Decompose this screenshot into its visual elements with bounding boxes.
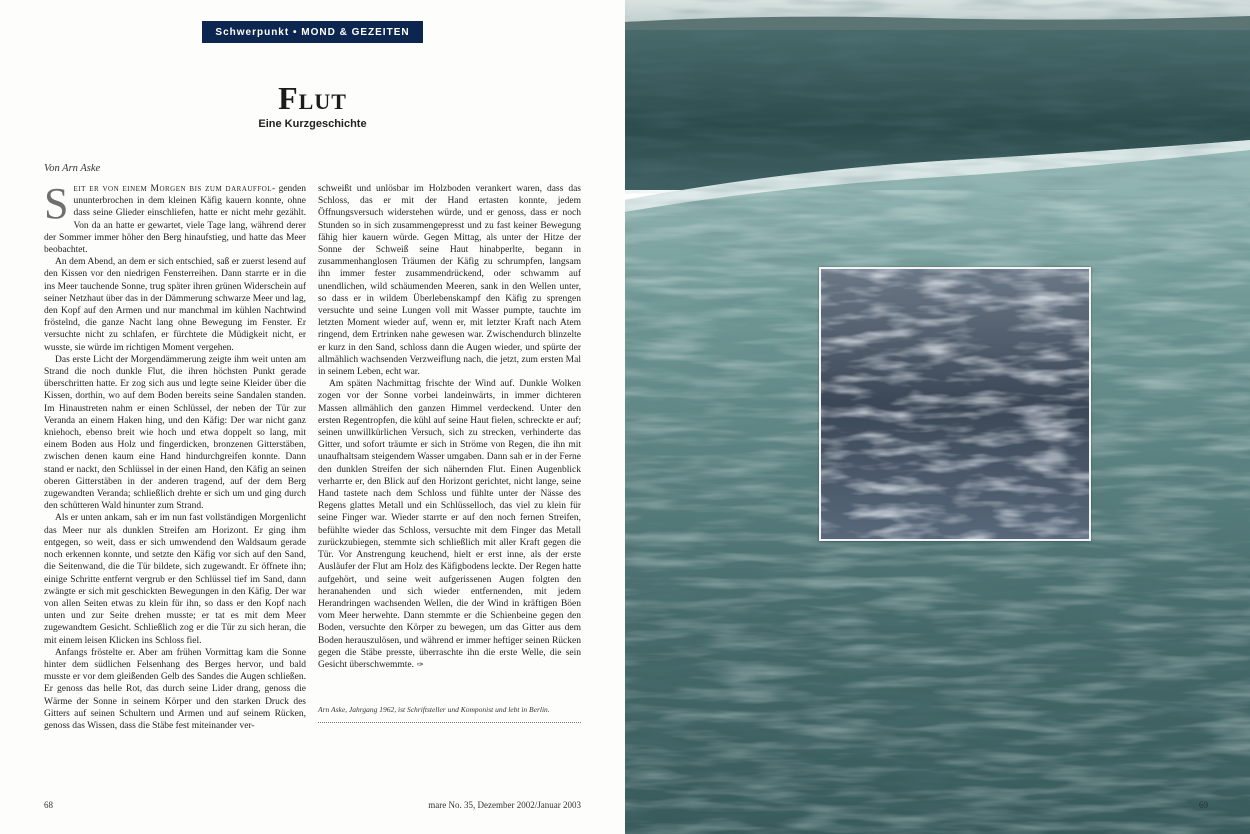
text-column-2: [318, 183, 581, 688]
text-column-1: [44, 183, 306, 753]
divider: [318, 722, 581, 723]
paragraph: Als er unten ankam, sah er im nun fast vollständigen Morgenlicht das Meer nur als dunklen Streifen am Horizont. Er ging ihm entgegen, so weit, dass er sich umwendend den Waldsaum gerade noch erkennen konnte, und setzte den Käfig vor sich auf den Sand, die Seitenwand, die die Tür bildete, sich zugewandt. Er öffnete ihn; einige Schritte entfernt vergrub er den Schlüssel tief im Sand, dann zwängte er sich mit geschickten Bewegungen in den Käfig. Der war von allen Seiten etwas zu klein für ihn, so dass er den Kopf nach unten und zur Seite drehen musste; er tat es mit dem Meer zugewandtem Gesicht. Schließlich zog er die Tür zu sich heran, die mit einem leisen Klicken ins Schloss fiel.: [44, 513, 306, 646]
paragraph: [44, 183, 306, 256]
section-label: Schwerpunkt • MOND & GEZEITEN: [202, 21, 423, 43]
paragraph-text: Am späten Nachmittag frischte der Wind auf. Dunkle Wolken zogen vor der Sonne vorbei landeinwärts, in immer dichteren Massen allmählich den ganzen Himmel verdeckend. Unter den ersten Regentropfen, die kühl auf seine Haut fielen, schreckte er auf; seinen unwillkürlichen Versuch, sich zu strecken, verhinderte das Gitter, und sofort träumte er sich in Ströme von Regen, die ihn mit unaufhaltsam steigendem Wasser umgaben. Dann sah er in der Ferne den dunklen Streifen der sich nähernden Flut. Einen Augenblick verharrte er, den Blick auf den Horizont gerichtet, nicht lange, seine Hand tastete nach dem Schloss und fühlte unter der Nässe des Regens glattes Metall und ein Schlüsselloch, das viel zu klein für seine Finger war. Wieder starrte er auf den noch fernen Streifen, befühlte wieder das Schloss, versuchte mit dem Finger das Metall zurückzubiegen, stemmte sich schließlich mit aller Kraft gegen die Tür. Vor Anstrengung keuchend, hielt er erst inne, als der erste Ausläufer der Flut am Holz des Käfigbodens leckte. Der Regen hatte aufgehört, und seine weit aufgerissenen Augen folgten den heranahenden und sich wieder entfernenden, mit jedem Herandringen wachsenden Wellen, die der Wind in kräftigen Böen vom Meer herwehte. Dann stemmte er die Schienbeine gegen den Boden, versuchte den Körper zu bewegen, um das Gitter aus dem Boden herauszulösen, und während er immer heftiger seinen Rücken gegen die Stäbe presste, überraschte ihn die erste Welle, die sein Gesicht überschwemmte.: [318, 379, 581, 670]
page-number-left: 68: [44, 800, 53, 810]
drop-cap: S: [44, 183, 69, 228]
lead-in-caps: eit er von einem Morgen bis zum darauffol-: [73, 184, 276, 194]
right-page-photo: [625, 0, 1250, 834]
paragraph: [318, 378, 581, 671]
article-subtitle: Eine Kurzgeschichte: [258, 118, 367, 130]
author-note: Arn Aske, Jahrgang 1962, ist Schriftsteller und Komponist und lebt in Berlin.: [318, 705, 550, 714]
paragraph: Das erste Licht der Morgendämmerung zeigte ihm weit unten am Strand die noch dunkle Flut, die ihren höchsten Punkt gerade überschritten hatte. Er zog sich aus und legte seine Kleider über die Kissen, dorthin, wo auf dem Boden bereits seine Sandalen standen. Im Hinaustreten nahm er einen Schlüssel, der neben der Tür zur Veranda an einem Haken hing, und den Käfig: Der war nicht ganz kniehoch, ebenso breit wie hoch und etwa doppelt so lang, mit einem Boden aus Holz und fingerdicken, bronzenen Gitterstäben, zwischen denen kaum eine Hand hindurchgreifen konnte. Dann stand er nackt, den Schlüssel in der einen Hand, den Käfig an seinen oberen Gitterstäben in der anderen tragend, auf der dem Berg zugewandten Veranda; schließlich drehte er sich um und ging durch den schütteren Wald hinunter zum Strand.: [44, 354, 306, 512]
waves-icon: [821, 269, 1089, 539]
article-title: Flut: [278, 80, 347, 116]
paragraph: Anfangs fröstelte er. Aber am frühen Vormittag kam die Sonne hinter dem südlichen Felsenhang des Berges hervor, und bald musste er vor dem gleißenden Gelb des Sandes die Augen schließen. Er genoss das helle Rot, das durch seine Lider drang, genoss die Wärme der Sonne in seinem Körper und den starken Druck des Gitters auf seinen Schultern und Armen und auf seinem Rücken, genoss das Wissen, dass die Stäbe fest miteinander ver-: [44, 647, 306, 731]
paragraph: An dem Abend, an dem er sich entschied, saß er zuerst lesend auf den Kissen vor den niedrigen Fensterreihen. Dann starrte er in die ins Meer tauchende Sonne, trug später ihren grünen Widerschein auf seiner Netzhaut über das in der Dämmerung schwarze Meer und lag, den Kopf auf den Armen und nur manchmal im kühlen Nachtwind fröstelnd, die ganze Nacht lang ohne Bewegung im Fenster. Er versuchte nicht zu schlafen, er fürchtete die Müdigkeit nicht, er wusste, sie würde im richtigen Moment vergehen.: [44, 257, 306, 353]
inset-photo-waves: [819, 267, 1091, 541]
page-number-right: 69: [1199, 800, 1208, 810]
author-byline: Von Arn Aske: [44, 163, 101, 174]
paragraph-text: genden ununterbrochen in dem kleinen Käfig kauern konnte, ohne dass seine Glieder einschliefen, hatte er nicht mehr gezählt. Von da an hatte er gewartet, viele Tage lang, während derer der Sommer immer höher den Berg hinaufstieg, und hatte das Meer beobachtet.: [44, 184, 306, 256]
issue-info: mare No. 35, Dezember 2002/Januar 2003: [428, 800, 581, 810]
end-mark-icon: ✑: [417, 659, 424, 669]
paragraph: schweißt und unlösbar im Holzboden verankert waren, dass das Schloss, das er mit der Hand ertasten konnte, jedem Öffnungsversuch widerstehen würde, und er genoss, dass er noch Stunden so in sich zusammengepresst und zu fast keiner Bewegung fähig hier kauern würde. Gegen Mittag, als unter der Hitze der Sonne der Schweiß seine Haut hinabperlte, begann in zusammenhanglosen Träumen der Käfig zu schrumpfen, langsam ihn immer fester zusammendrückend, oder schwamm auf unendlichen, wild schäumenden Meeren, sank in den Wellen unter, so dass er in wildem Überlebenskampf den Käfig zu sprengen versuchte und seine Lungen voll mit Wasser pumpte, tauchte im letzten Moment wieder auf, wenn er, mit letzter Kraft nach Atem ringend, dem Ertrinken nahe gewesen war. Zwischendurch blinzelte er kurz in den Sand, schloss dann die Augen wieder, und spürte der allmählich wachsenden Verzweiflung nach, die jetzt, zum ersten Mal in seinem Leben, echt war.: [318, 184, 581, 378]
